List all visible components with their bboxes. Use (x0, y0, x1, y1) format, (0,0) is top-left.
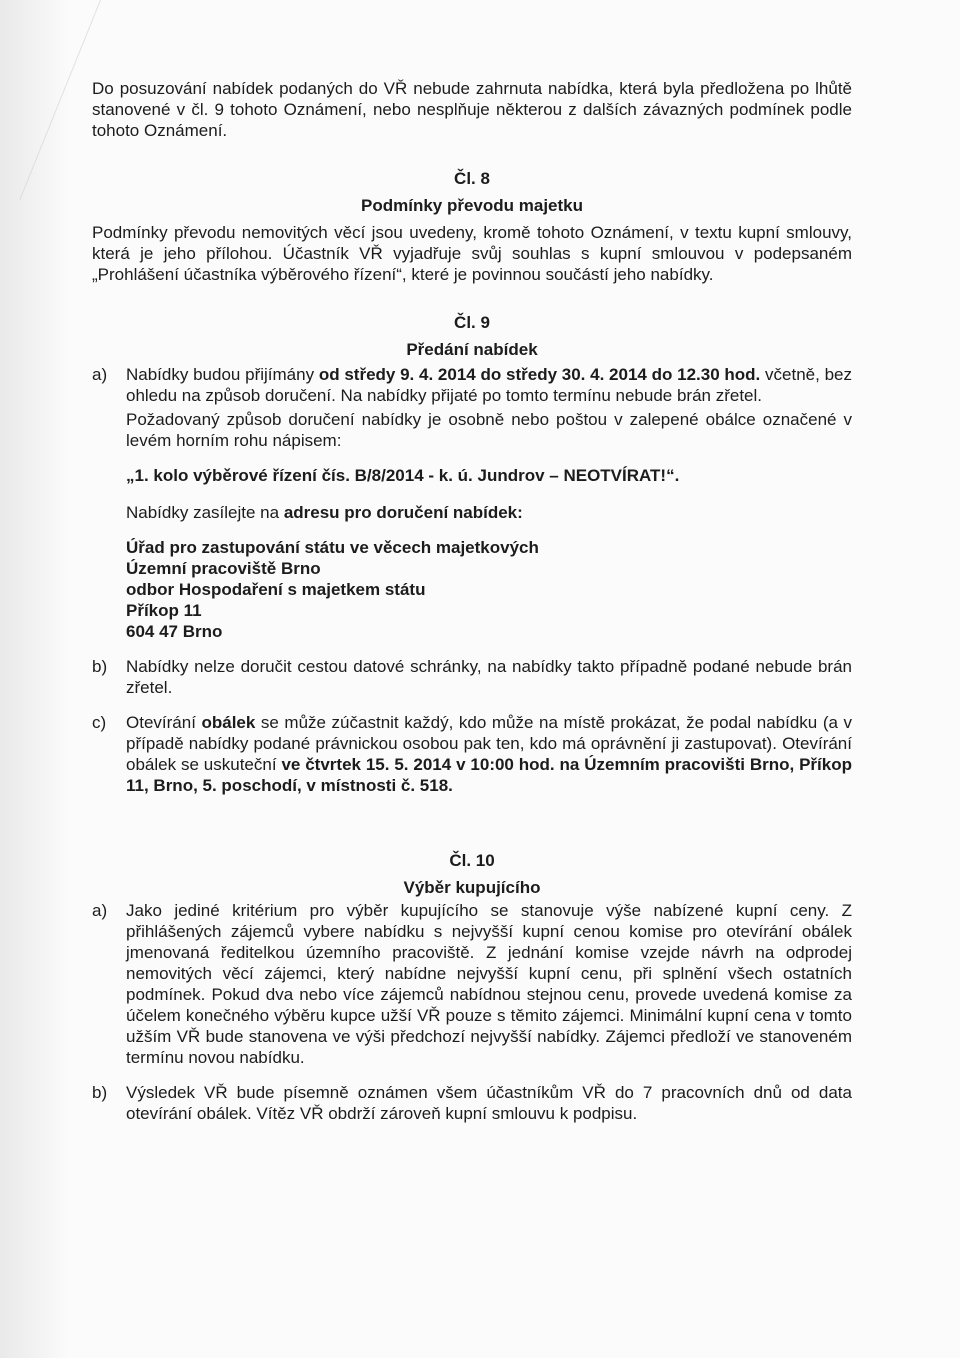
intro-paragraph: Do posuzování nabídek podaných do VŘ nebude zahrnuta nabídka, která byla předložena po lhůtě stanovené v čl. 9 tohoto Oznámení, nebo nesplňuje některou z dalších závazných podmínek podle tohoto Oznámení. (92, 79, 852, 140)
article-10-item-a (92, 900, 852, 1068)
article-8-title: Podmínky převodu majetku (361, 196, 583, 215)
address-line: 604 47 Brno (126, 622, 223, 641)
text-run: Nabídky budou přijímány (126, 365, 319, 384)
envelope-label-text: „1. kolo výběrové řízení čís. B/8/2014 - k. ú. Jundrov – NEOTVÍRAT!“. (126, 466, 680, 485)
item-label: a) (92, 901, 108, 920)
address-line: Úřad pro zastupování státu ve věcech majetkových (126, 538, 539, 557)
article-9-item-a (92, 364, 852, 642)
address-line: Příkop 11 (126, 601, 202, 620)
text-run: se může zúčastnit každý, kdo může na místě prokázat, že podal nabídku (a v případě nabídky podané právnickou osobou pak ten, kdo má oprávnění ji zastupovat). Otevírání obálek se uskuteční (126, 713, 853, 774)
article-9-b-text: Nabídky nelze doručit cestou datové schránky, na nabídky takto případně podané nebude brán zřetel. (126, 657, 852, 697)
deadline-bold: od středy 9. 4. 2014 do středy 30. 4. 2014 do 12.30 hod. (318, 365, 761, 384)
item-label: c) (92, 713, 107, 732)
article-10-item-b (92, 1082, 852, 1124)
text-run: včetně, bez ohledu na způsob doručení. Na nabídky přijaté po tomto termínu nebude brán zřetel. (126, 365, 852, 405)
opening-date-bold: ve čtvrtek 15. 5. 2014 v 10:00 hod. na Územním pracovišti Brno, Příkop 11, Brno, 5. poschodí, v místnosti č. 518. (126, 755, 852, 795)
article-9-a-delivery: Požadovaný způsob doručení nabídky je osobně nebo poštou v zalepené obálce označené v levém horním rohu nápisem: (126, 410, 852, 450)
article-9-title: Předání nabídek (406, 340, 538, 359)
item-body (126, 364, 852, 642)
item-label: b) (92, 1083, 108, 1102)
item-label: b) (92, 657, 108, 676)
article-9-item-c (92, 712, 852, 796)
article-10-number: Čl. 10 (449, 851, 495, 870)
article-10-a-text: Jako jediné kritérium pro výběr kupujícího se stanovuje výše nabízené kupní ceny. Z přihlášených zájemců vybere nabídku s nejvyšší kupní cenou komise pro otevírání obálek jmenovaná ředitelkou územního pracoviště. Z jednání komise vzejde návrh na odprodej nemovitých věcí zájemci, který nabídne nejvyšší kupní cenu, při splnění všech ostatních podmínek. Pokud dva nebo více zájemců nabídnou stejnou cenu, provede uvedená komise za účelem konečného výběru kupce užší VŘ pouze s těmito zájemci. Minimální kupní cena v tomto užším VŘ bude stanovena ve výši předchozí nejvyšší nabídky. Zájemci předloží ve stanoveném termínu novou nabídku. (126, 901, 852, 1067)
address-heading: adresu pro doručení nabídek: (283, 503, 523, 522)
article-9-number: Čl. 9 (454, 313, 490, 332)
document-body (92, 78, 852, 1124)
text-bold: obálek (201, 713, 256, 732)
article-8-number: Čl. 8 (454, 169, 490, 188)
article-9-c-text (126, 712, 852, 796)
article-9-a-deadline (126, 364, 852, 406)
article-10-b-text: Výsledek VŘ bude písemně oznámen všem účastníkům VŘ do 7 pracovních dnů od data otevírání obálek. Vítěz VŘ obdrží zároveň kupní smlouvu k podpisu. (126, 1083, 852, 1123)
article-8-text: Podmínky převodu nemovitých věcí jsou uvedeny, kromě tohoto Oznámení, v textu kupní smlouvy, která je jeho přílohou. Účastník VŘ vyjadřuje svůj souhlas s kupní smlouvou v podepsaném „Prohlášení účastníka výběrového řízení“, které je povinnou součástí jeho nabídky. (92, 223, 852, 284)
article-9-item-b (92, 656, 852, 698)
address-line: Územní pracoviště Brno (126, 559, 321, 578)
address-line: odbor Hospodaření s majetkem státu (126, 580, 426, 599)
text-run: Otevírání (126, 713, 202, 732)
delivery-address (126, 537, 852, 642)
item-label: a) (92, 365, 108, 384)
text-run: Nabídky zasílejte na (126, 503, 284, 522)
send-instruction (126, 502, 852, 523)
article-10-title: Výběr kupujícího (403, 878, 541, 897)
